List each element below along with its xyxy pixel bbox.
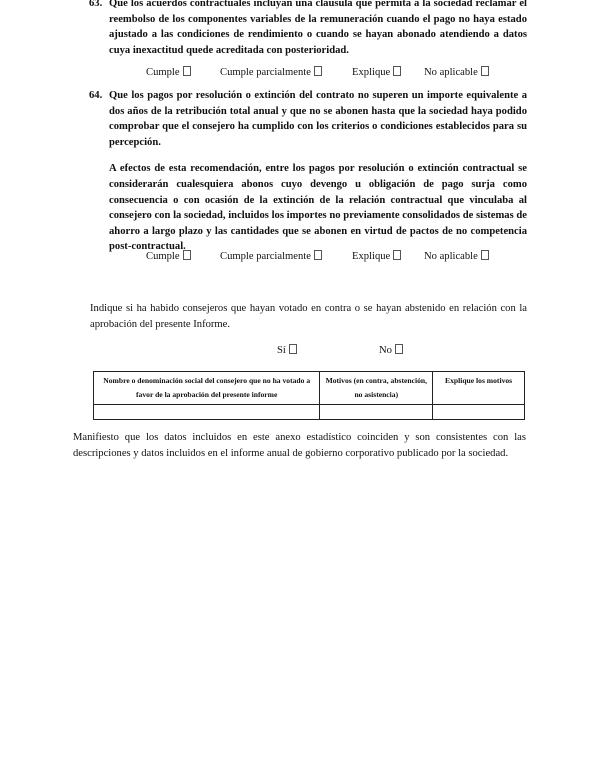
option-cumple-parcialmente[interactable] (220, 250, 322, 262)
option-label: No aplicable (424, 251, 478, 262)
recommendation-63 (89, 0, 527, 58)
dissenting-directors-table (93, 371, 525, 420)
table-cell-reasons[interactable] (320, 405, 433, 420)
option-label: Explique (352, 251, 391, 262)
checkbox[interactable] (183, 250, 191, 260)
option-label: No (379, 345, 392, 356)
option-label: No aplicable (424, 67, 478, 78)
compliance-options-64 (0, 250, 597, 264)
checkbox[interactable] (481, 66, 489, 76)
option-cumple[interactable] (146, 250, 191, 262)
option-label: Cumple parcialmente (220, 251, 311, 262)
checkbox[interactable] (393, 66, 401, 76)
recommendation-text: Que los pagos por resolución o extinción del contrato no superen un importe equivalente a dos años de la retribución total anual y que no se abonen hasta que la sociedad haya podido comprobar que el consejero ha cumplido con los criterios o condiciones establecidos para su percepción. (109, 90, 527, 148)
option-label: Explique (352, 67, 391, 78)
option-label: Cumple parcialmente (220, 67, 311, 78)
option-label: Cumple (146, 251, 180, 262)
option-explique[interactable] (352, 66, 401, 78)
option-cumple[interactable] (146, 66, 191, 78)
checkbox[interactable] (393, 250, 401, 260)
checkbox[interactable] (183, 66, 191, 76)
option-label: Sí (277, 345, 286, 356)
declaration-text: Manifiesto que los datos incluidos en este anexo estadístico coinciden y son consistentes con las descripciones y datos incluidos en el informe anual de gobierno corporativo publicado por la sociedad. (73, 432, 526, 459)
table-header-row (94, 372, 525, 405)
column-header-reasons: Motivos (en contra, abstención, no asistencia) (320, 372, 433, 405)
recommendation-number: 63. (89, 0, 103, 9)
option-explique[interactable] (352, 250, 401, 262)
option-label: Cumple (146, 67, 180, 78)
recommendation-64 (89, 88, 527, 255)
checkbox[interactable] (289, 344, 297, 354)
checkbox[interactable] (481, 250, 489, 260)
option-no[interactable] (379, 344, 403, 356)
column-header-explanation: Explique los motivos (433, 372, 525, 405)
option-yes[interactable] (277, 344, 297, 356)
recommendation-number: 64. (89, 90, 103, 101)
table-row (94, 405, 525, 420)
table-cell-name[interactable] (94, 405, 320, 420)
recommendation-text: Que los acuerdos contractuales incluyan una cláusula que permita a la sociedad reclamar el reembolso de los componentes variables de la remuneración cuando el pago no haya estado ajustado a las condiciones de rendimiento o cuando se hayan abonado atendiendo a datos cuya inexactitud quede acreditada con posterioridad. (109, 0, 527, 56)
recommendation-note: A efectos de esta recomendación, entre los pagos por resolución o extinción contractual se considerarán cualesquiera abonos cuyo devengo u obligación de pago surja como consecuencia o con ocasión de la extinción de la relación contractual que vinculaba al consejero con la sociedad, incluidos los importes no previamente consolidados de sistemas de ahorro a largo plazo y las cantidades que se abonen en virtud de pactos de no competencia post-contractual. (109, 163, 527, 253)
option-no-aplicable[interactable] (424, 250, 489, 262)
checkbox[interactable] (314, 250, 322, 260)
option-cumple-parcialmente[interactable] (220, 66, 322, 78)
vote-question: Indique si ha habido consejeros que hayan votado en contra o se hayan abstenido en relación con la aprobación del presente Informe. (90, 303, 527, 330)
column-header-name: Nombre o denominación social del consejero que no ha votado a favor de la aprobación del presente informe (94, 372, 320, 405)
checkbox[interactable] (314, 66, 322, 76)
yes-no-options (0, 344, 597, 358)
table-cell-explanation[interactable] (433, 405, 525, 420)
compliance-options-63 (0, 66, 597, 80)
checkbox[interactable] (395, 344, 403, 354)
option-no-aplicable[interactable] (424, 66, 489, 78)
